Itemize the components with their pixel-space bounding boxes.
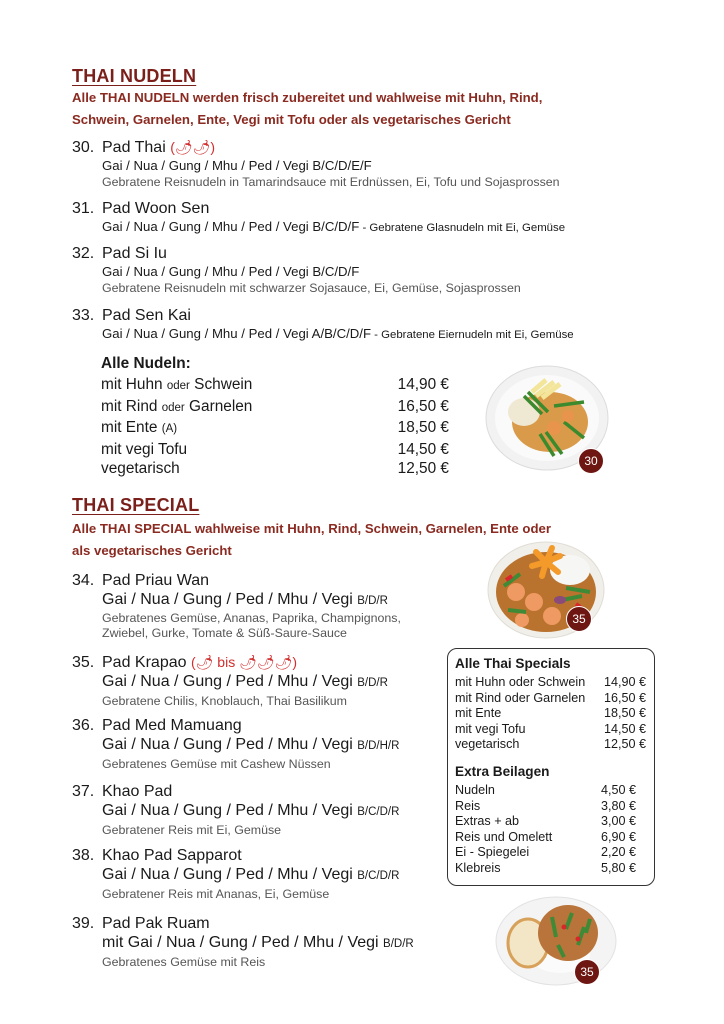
price-label: mit vegi Tofu (455, 721, 526, 736)
price-row (455, 814, 636, 830)
price-label: Reis und Omelett (455, 829, 553, 844)
price: 14,90 € (397, 376, 449, 393)
item-number: 37. (72, 783, 95, 800)
price-row (101, 375, 449, 397)
item-description: Zwiebel, Gurke, Tomate & Süß-Saure-Sauce (102, 626, 347, 640)
price-label: Reis (455, 798, 481, 813)
price-label: Extras + ab (455, 814, 520, 829)
item-options: Gai / Nua / Gung / Ped / Mhu / Vegi (102, 591, 353, 608)
subtitle-line: als vegetarisches Gericht (72, 543, 232, 558)
menu-item-33 (72, 306, 574, 344)
menu-item-38 (72, 846, 399, 902)
price-label: (A) (161, 423, 178, 435)
item-name: Khao Pad Sapparot (102, 847, 242, 864)
price: 18,50 € (397, 419, 449, 436)
photo-number-badge: 35 (574, 959, 600, 985)
price: 12,50 € (397, 460, 449, 477)
price-label: mit Ente (101, 419, 162, 436)
price-label: mit Huhn oder Schwein (455, 675, 586, 689)
item-description: Gebratenes Gemüse mit Cashew Nüssen (102, 757, 331, 771)
price-row (455, 737, 646, 753)
price-row (101, 459, 449, 479)
price-label: mit vegi Tofu (101, 440, 188, 458)
allergen-codes: B/D/H/R (357, 740, 400, 752)
item-description: Gebratenes Gemüse mit Reis (102, 955, 266, 969)
price-row (455, 675, 646, 691)
item-options: Gai / Nua / Gung / Mhu / Ped / Vegi B/C/D/E/F (102, 158, 372, 173)
item-options: Gai / Nua / Gung / Mhu / Ped / Vegi A/B/C/D/F (102, 326, 372, 341)
item-options: Gai / Nua / Gung / Ped / Mhu / Vegi (102, 673, 353, 690)
price-label: mit Rind (101, 397, 162, 415)
section-title-thai-nudeln: THAI NUDELN (72, 66, 197, 86)
price: 3,00 € (600, 814, 636, 829)
item-number: 32. (72, 245, 95, 262)
price-row (455, 845, 636, 861)
price-row (455, 783, 636, 799)
price: 2,20 € (600, 845, 636, 860)
price-label: mit Rind oder Garnelen (455, 690, 586, 705)
item-options: Gai / Nua / Gung / Ped / Mhu / Vegi (102, 736, 353, 753)
price: 12,50 € (603, 737, 646, 752)
section-subtitle-special (72, 518, 551, 562)
price-label: vegetarisch (455, 737, 520, 752)
dish-photo-krapao (494, 893, 618, 989)
item-number: 31. (72, 200, 95, 217)
menu-item-30 (72, 138, 560, 190)
price-label: Klebreis (455, 860, 501, 875)
price: 16,50 € (397, 397, 449, 415)
allergen-codes: B/D/R (357, 595, 388, 607)
item-name: Pad Si Iu (102, 245, 167, 262)
item-description: - Gebratene Glasnudeln mit Ei, Gemüse (359, 222, 566, 234)
item-description: Gebratener Reis mit Ei, Gemüse (102, 823, 282, 837)
section-title-thai-special: THAI SPECIAL (72, 495, 200, 515)
price-row (101, 440, 449, 460)
price-label: Garnelen (184, 397, 253, 415)
item-name: Pad Thai (102, 139, 166, 156)
section-subtitle-nudeln (72, 87, 542, 131)
price-row (455, 830, 636, 846)
box-title-specials: Alle Thai Specials (455, 656, 571, 671)
item-options: Gai / Nua / Gung / Ped / Mhu / Vegi (102, 802, 353, 819)
thai-specials-price-box (447, 648, 655, 886)
item-options: Gai / Nua / Gung / Ped / Mhu / Vegi (102, 866, 353, 883)
dish-photo-pad-thai (484, 362, 610, 474)
item-description: Gebratene Reisnudeln mit schwarzer Sojasauce, Ei, Gemüse, Sojasprossen (102, 281, 521, 295)
subtitle-line: Alle THAI SPECIAL wahlweise mit Huhn, Rind, Schwein, Garnelen, Ente oder (72, 521, 551, 536)
item-description: Gebratene Reisnudeln in Tamarindsauce mit Erdnüssen, Ei, Tofu und Sojasprossen (102, 175, 560, 189)
menu-item-31 (72, 199, 565, 237)
item-number: 36. (72, 717, 95, 734)
price-row (455, 799, 636, 815)
photo-number-badge: 35 (566, 606, 592, 632)
price-row (455, 691, 646, 707)
item-name: Khao Pad (102, 783, 173, 800)
price-row (455, 722, 646, 738)
dish-photo-special (486, 540, 606, 640)
price: 5,80 € (600, 860, 636, 875)
item-name: Pad Sen Kai (102, 307, 191, 324)
menu-item-34 (72, 571, 401, 641)
menu-item-36 (72, 716, 399, 772)
menu-item-39 (72, 914, 414, 970)
price: 14,50 € (603, 721, 646, 736)
item-description: Gebratenes Gemüse, Ananas, Paprika, Champignons, (102, 611, 401, 625)
price: 18,50 € (603, 706, 646, 721)
allergen-codes: B/C/D/R (357, 870, 400, 882)
item-options: Gai / Nua / Gung / Mhu / Ped / Vegi B/C/D/F (102, 219, 360, 234)
item-name: Pad Woon Sen (102, 200, 210, 217)
price-row (101, 418, 449, 440)
menu-item-35 (72, 653, 388, 709)
price-label: mit Ente (455, 706, 502, 721)
item-name: Pad Pak Ruam (102, 915, 210, 932)
nudeln-price-list (101, 353, 449, 479)
item-description: Gebratener Reis mit Ananas, Ei, Gemüse (102, 887, 330, 901)
menu-item-32 (72, 244, 521, 296)
price-label: oder (166, 380, 190, 392)
price: 4,50 € (600, 782, 636, 797)
price-row (101, 397, 449, 419)
price-row (455, 706, 646, 722)
price-list-title: Alle Nudeln: (101, 355, 191, 372)
subtitle-line: Schwein, Garnelen, Ente, Vegi mit Tofu oder als vegetarisches Gericht (72, 112, 511, 127)
price-label: mit Huhn (101, 376, 167, 393)
item-number: 39. (72, 915, 95, 932)
chili-spice-icon: (🌶🌶) (170, 139, 216, 155)
allergen-codes: B/D/R (357, 677, 388, 689)
price: 6,90 € (600, 829, 636, 844)
subtitle-line: Alle THAI NUDELN werden frisch zubereitet und wahlweise mit Huhn, Rind, (72, 90, 543, 105)
item-name: Pad Med Mamuang (102, 717, 242, 734)
photo-number-badge: 30 (578, 448, 604, 474)
price: 16,50 € (603, 690, 646, 705)
item-number: 35. (72, 654, 95, 671)
price-label: Nudeln (455, 782, 495, 797)
item-description: - Gebratene Eiernudeln mit Ei, Gemüse (371, 329, 574, 341)
menu-item-37 (72, 782, 399, 838)
allergen-codes: B/D/R (383, 938, 414, 950)
box-title-extras: Extra Beilagen (455, 763, 550, 779)
price-label: vegetarisch (101, 460, 180, 477)
item-options: Gai / Nua / Gung / Mhu / Ped / Vegi B/C/D/F (102, 264, 360, 279)
price-row (455, 861, 636, 877)
chili-spice-icon: (🌶 bis 🌶🌶🌶) (190, 654, 298, 670)
item-number: 34. (72, 572, 95, 589)
price: 14,50 € (397, 440, 449, 458)
item-options: mit Gai / Nua / Gung / Ped / Mhu / Vegi (102, 934, 379, 951)
price-label: oder (161, 401, 185, 414)
item-number: 33. (72, 307, 95, 324)
item-description: Gebratene Chilis, Knoblauch, Thai Basilikum (102, 694, 347, 708)
item-name: Pad Priau Wan (102, 572, 210, 589)
price: 3,80 € (600, 798, 636, 813)
item-name: Pad Krapao (102, 654, 187, 671)
allergen-codes: B/C/D/R (357, 806, 400, 818)
price-label: Schwein (189, 376, 253, 393)
item-number: 30. (72, 139, 95, 156)
price-label: Ei - Spiegelei (455, 845, 530, 860)
item-number: 38. (72, 847, 95, 864)
price: 14,90 € (603, 675, 646, 689)
